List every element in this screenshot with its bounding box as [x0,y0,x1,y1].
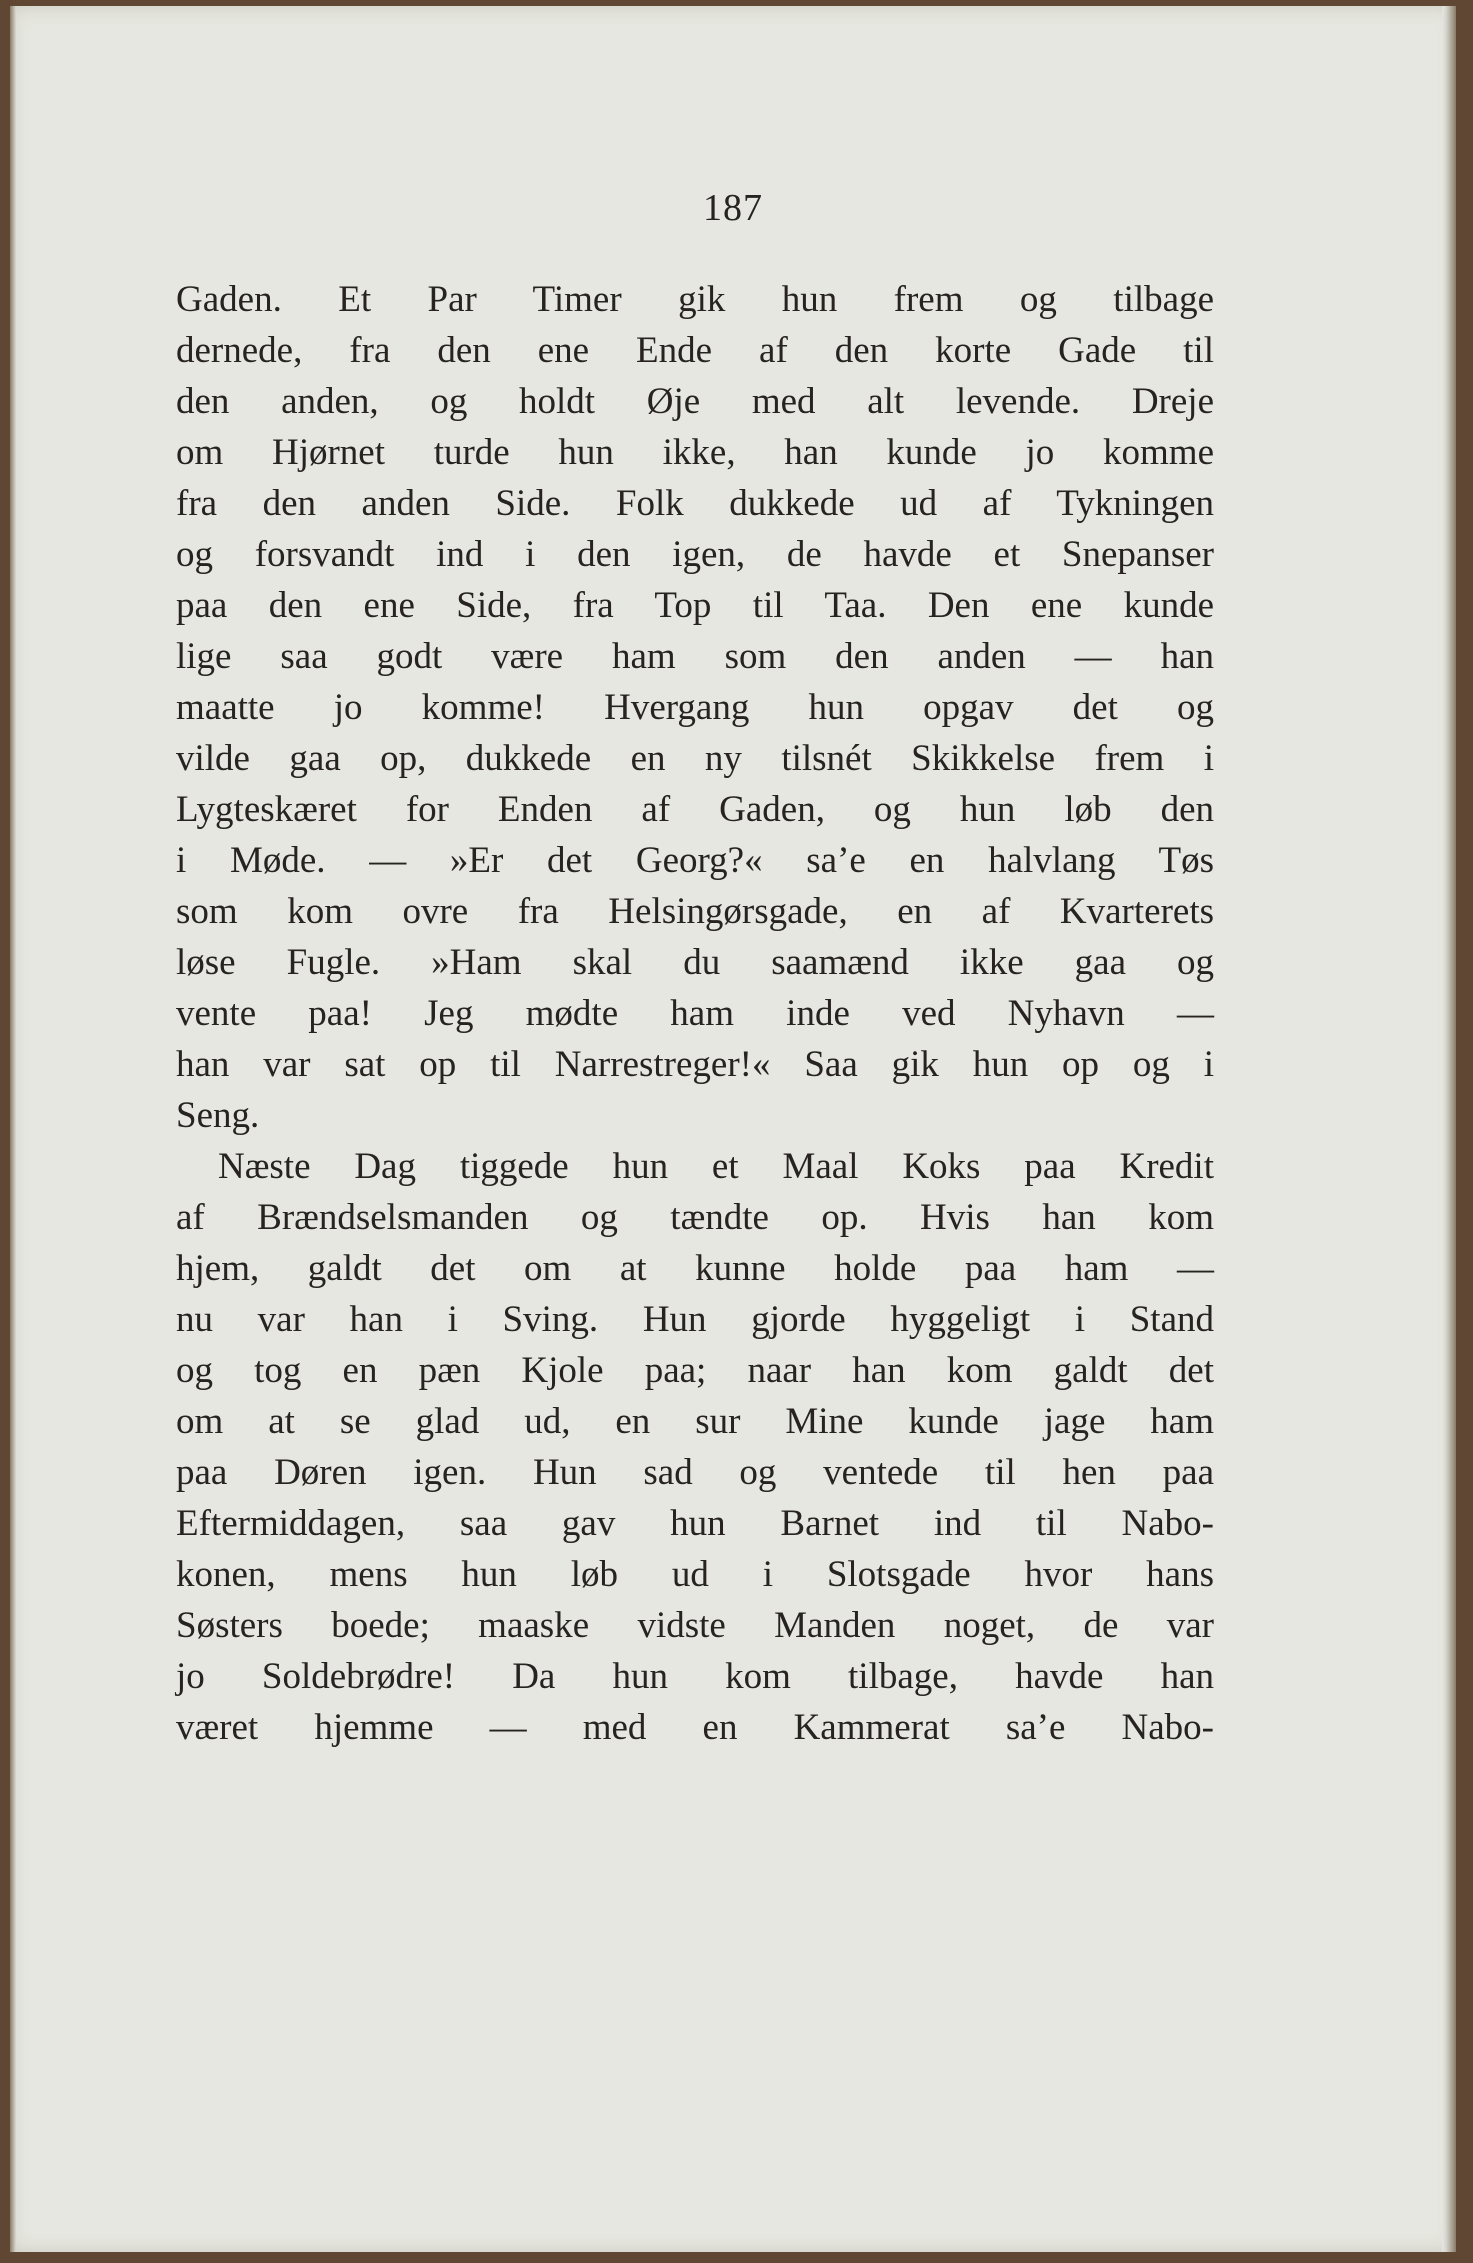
text-line: om Hjørnet turde hun ikke, han kunde jo komme [176,432,1214,473]
text-line: fra den anden Side. Folk dukkede ud af Tykningen [176,483,1214,524]
text-line: hjem, galdt det om at kunne holde paa ham — [176,1248,1214,1289]
text-line: Lygteskæret for Enden af Gaden, og hun løb den [176,789,1214,830]
text-line: om at se glad ud, en sur Mine kunde jage ham [176,1401,1214,1442]
book-page [10,6,1456,2252]
text-line: Seng. [176,1095,260,1136]
text-line: af Brændselsmanden og tændte op. Hvis han kom [176,1197,1214,1238]
text-line: nu var han i Sving. Hun gjorde hyggeligt i Stand [176,1299,1214,1340]
text-line: paa den ene Side, fra Top til Taa. Den ene kunde [176,585,1214,626]
text-line: været hjemme — med en Kammerat sa’e Nabo- [176,1707,1214,1748]
text-line: i Møde. — »Er det Georg?« sa’e en halvlang Tøs [176,840,1214,881]
paragraph-start-line: Næste Dag tiggede hun et Maal Koks paa Kredit [218,1146,1214,1187]
text-line: konen, mens hun løb ud i Slotsgade hvor hans [176,1554,1214,1595]
text-line: som kom ovre fra Helsingørsgade, en af Kvarterets [176,891,1214,932]
text-line: Søsters boede; maaske vidste Manden noget, de var [176,1605,1214,1646]
text-line: og tog en pæn Kjole paa; naar han kom galdt det [176,1350,1214,1391]
text-line: løse Fugle. »Ham skal du saamænd ikke gaa og [176,942,1214,983]
text-line: jo Soldebrødre! Da hun kom tilbage, havde han [176,1656,1214,1697]
page-right-edge [1442,6,1456,2252]
text-line: dernede, fra den ene Ende af den korte Gade til [176,330,1214,371]
text-line: Gaden. Et Par Timer gik hun frem og tilbage [176,279,1214,320]
text-line: vilde gaa op, dukkede en ny tilsnét Skikkelse frem i [176,738,1214,779]
page-left-edge [10,6,16,2252]
text-line: den anden, og holdt Øje med alt levende. Dreje [176,381,1214,422]
text-line: paa Døren igen. Hun sad og ventede til hen paa [176,1452,1214,1493]
text-line: Eftermiddagen, saa gav hun Barnet ind til Nabo- [176,1503,1214,1544]
text-line: maatte jo komme! Hvergang hun opgav det og [176,687,1214,728]
text-line: han var sat op til Narrestreger!« Saa gik hun op og i [176,1044,1214,1085]
text-line: lige saa godt være ham som den anden — han [176,636,1214,677]
body-text [176,274,1214,1753]
text-line: og forsvandt ind i den igen, de havde et Snepanser [176,534,1214,575]
page-number: 187 [703,187,763,229]
text-line: vente paa! Jeg mødte ham inde ved Nyhavn — [176,993,1214,1034]
